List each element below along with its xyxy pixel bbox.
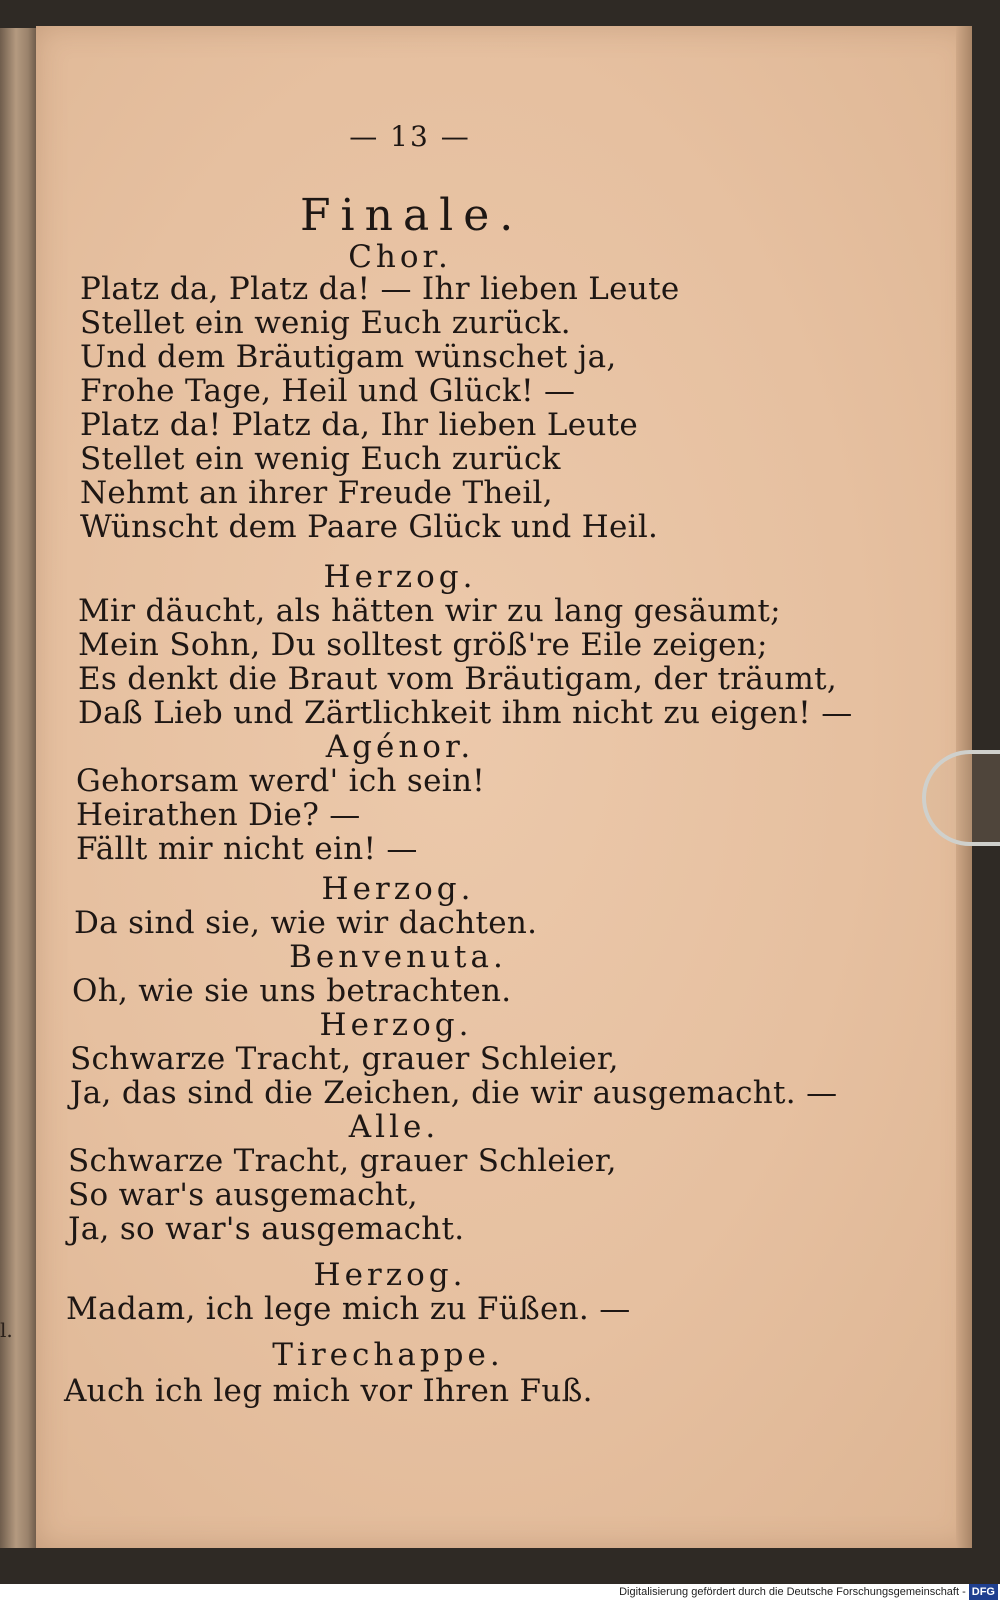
speaker-label: Herzog. <box>323 559 477 595</box>
verse-line: Ja, so war's ausgemacht. <box>68 1211 465 1247</box>
verse-line: Schwarze Tracht, grauer Schleier, <box>68 1143 617 1179</box>
verse-line: Daß Lieb und Zärtlichkeit ihm nicht zu eigen! — <box>78 695 853 731</box>
verse-line: Es denkt die Braut vom Bräutigam, der träumt, <box>78 661 838 697</box>
page-number: — 13 — <box>349 120 471 153</box>
verse-line: Stellet ein wenig Euch zurück <box>80 441 561 477</box>
verse-line: So war's ausgemacht, <box>68 1177 418 1213</box>
speaker-label: Herzog. <box>319 1007 473 1043</box>
verse-line: Gehorsam werd' ich sein! <box>76 763 486 799</box>
verse-line: Und dem Bräutigam wünschet ja, <box>80 339 617 375</box>
speaker-label: Alle. <box>348 1109 440 1145</box>
verse-line: Madam, ich lege mich zu Füßen. — <box>66 1291 631 1327</box>
speaker-label: Chor. <box>348 239 452 275</box>
verse-line: Mir däucht, als hätten wir zu lang gesäumt; <box>78 593 781 629</box>
speaker-label: Herzog. <box>321 871 475 907</box>
verse-line: Da sind sie, wie wir dachten. <box>74 905 538 941</box>
verse-line: Platz da, Platz da! — Ihr lieben Leute <box>80 271 680 307</box>
verse-line: Mein Sohn, Du solltest größ're Eile zeigen; <box>78 627 768 663</box>
verse-line: Frohe Tage, Heil und Glück! — <box>80 373 576 409</box>
verse-line: Stellet ein wenig Euch zurück. <box>80 305 571 341</box>
verse-line: Ja, das sind die Zeichen, die wir ausgemacht. — <box>70 1075 838 1111</box>
speaker-label: Agénor. <box>325 729 475 765</box>
speaker-label: Benvenuta. <box>289 939 507 975</box>
verse-line: Heirathen Die? — <box>76 797 361 833</box>
digitization-credit <box>600 1584 1000 1600</box>
credit-text: Digitalisierung gefördert durch die Deutsche Forschungsgemeinschaft - <box>619 1586 966 1598</box>
verse-line: Auch ich leg mich vor Ihren Fuß. <box>64 1373 593 1409</box>
verse-line: Fällt mir nicht ein! — <box>76 831 418 867</box>
dfg-logo: DFG <box>969 1584 998 1600</box>
speaker-label: Tirechappe. <box>272 1337 504 1373</box>
verse-line: Schwarze Tracht, grauer Schleier, <box>70 1041 619 1077</box>
verse-line: Oh, wie sie uns betrachten. <box>72 973 512 1009</box>
verse-line: Nehmt an ihrer Freude Theil, <box>80 475 553 511</box>
left-margin-mark: l. <box>0 1318 13 1342</box>
verse-line: Wünscht dem Paare Glück und Heil. <box>80 509 659 545</box>
verse-line: Platz da! Platz da, Ihr lieben Leute <box>80 407 639 443</box>
page-title: Finale. <box>300 190 524 241</box>
footer-strip <box>0 1584 600 1600</box>
speaker-label: Herzog. <box>313 1257 467 1293</box>
